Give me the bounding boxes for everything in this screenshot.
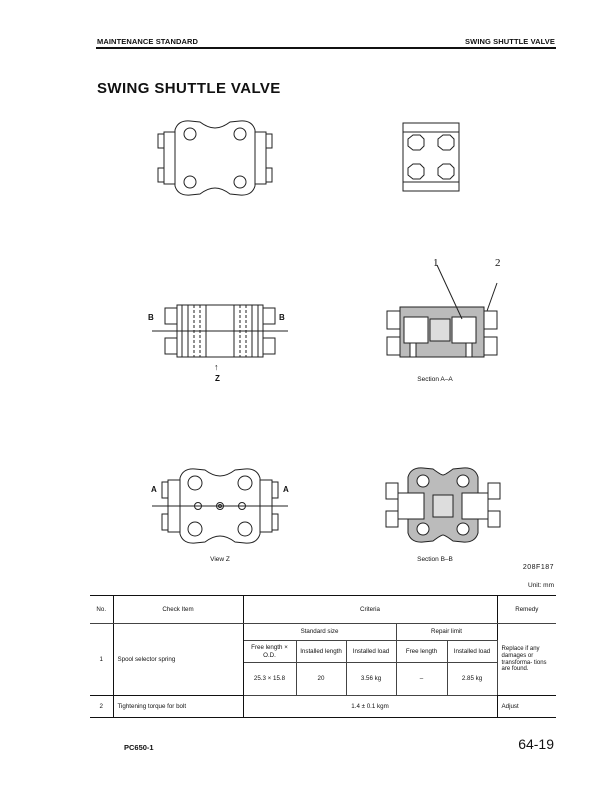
row-2-criteria: 1.4 ± 0.1 kgm xyxy=(243,696,497,718)
header-remedy: Remedy xyxy=(497,596,556,624)
row-1-item: Spool selector spring xyxy=(113,624,243,696)
arrow-up-icon: ↑ xyxy=(214,362,219,372)
view-z-drawing xyxy=(150,466,290,546)
group-standard-size: Standard size xyxy=(243,624,396,641)
running-header-left: MAINTENANCE STANDARD xyxy=(97,37,199,46)
header-criteria: Criteria xyxy=(243,596,497,624)
section-mark-a-right: A xyxy=(283,485,289,494)
row-1-repair-installed-load: 2.85 kg xyxy=(447,663,497,696)
header-check-item: Check Item xyxy=(113,596,243,624)
footer-model: PC650-1 xyxy=(124,743,154,752)
subheader-free-length-od: Free length × O.D. xyxy=(243,641,296,663)
row-1-installed-load: 3.56 kg xyxy=(346,663,396,696)
callout-2: 2 xyxy=(495,257,501,269)
view-mark-z: Z xyxy=(215,374,220,383)
row-2-remedy: Adjust xyxy=(497,696,556,718)
page-title: SWING SHUTTLE VALVE xyxy=(97,80,281,97)
unit-label: Unit: mm xyxy=(528,582,554,589)
running-header-right: SWING SHUTTLE VALVE xyxy=(465,37,555,46)
section-bb-drawing xyxy=(383,465,503,545)
footer-page-number: 64-19 xyxy=(518,736,554,752)
row-2-item: Tightening torque for bolt xyxy=(113,696,243,718)
row-2-no: 2 xyxy=(90,696,113,718)
row-1-installed-length: 20 xyxy=(296,663,346,696)
header-no: No. xyxy=(90,596,113,624)
section-mark-a-left: A xyxy=(151,485,157,494)
caption-view-z: View Z xyxy=(210,556,230,563)
valve-plan-view-drawing xyxy=(150,118,280,198)
header-rule xyxy=(96,47,556,49)
row-1-remedy: Replace if any damages or transforma- tions are found. xyxy=(497,624,556,696)
subheader-installed-length: Installed length xyxy=(296,641,346,663)
section-mark-b-right: B xyxy=(279,313,285,322)
row-1-free-length-od: 25.3 × 15.8 xyxy=(243,663,296,696)
valve-end-view-drawing xyxy=(402,122,460,192)
row-1-no: 1 xyxy=(90,624,113,696)
maintenance-standard-table xyxy=(90,595,556,718)
section-aa-drawing xyxy=(382,255,502,365)
subheader-free-length: Free length xyxy=(396,641,447,663)
caption-section-aa: Section A–A xyxy=(417,376,453,383)
section-mark-b-left: B xyxy=(148,313,154,322)
valve-side-view-drawing xyxy=(150,300,290,365)
caption-section-bb: Section B–B xyxy=(417,556,453,563)
subheader-installed-load: Installed load xyxy=(346,641,396,663)
callout-1: 1 xyxy=(433,257,439,269)
group-repair-limit: Repair limit xyxy=(396,624,497,641)
figure-id: 208F187 xyxy=(522,564,554,571)
row-1-repair-free-length: – xyxy=(396,663,447,696)
subheader-installed-load-limit: Installed load xyxy=(447,641,497,663)
